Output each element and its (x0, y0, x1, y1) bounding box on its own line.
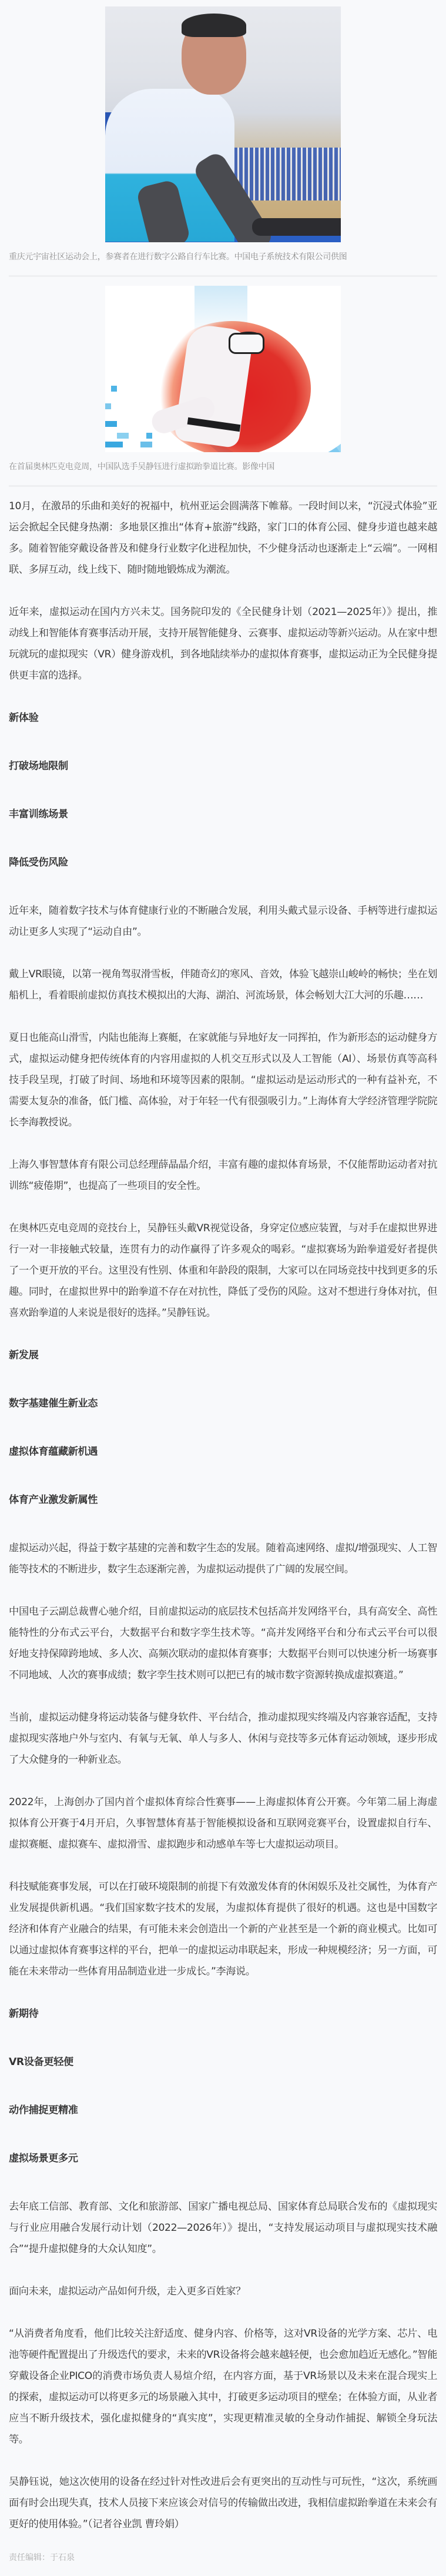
section-heading: 新体验 (9, 712, 39, 724)
photo-digital-cycling[interactable] (105, 6, 341, 242)
divider (9, 275, 437, 277)
vr-headset-icon (229, 333, 264, 354)
section-heading: 新期待 (9, 2008, 39, 2020)
paragraph: 当前，虚拟运动健身将运动装备与健身软件、平台结合，推动虚拟现实终端及内容兼容适配，支持虚拟现实落地户外与室内、有氧与无氧、单人与多人、休闲与竞技等多元体育运动领域，逐步形成了大众健身的一种新业态。 (9, 1712, 437, 1766)
paragraph: 面向未来，虚拟运动产品如何升级，走入更多百姓家？ (9, 2286, 246, 2297)
responsible-editor: 责任编辑：于石泉 (9, 2553, 75, 2562)
section-heading: VR设备更轻便 (9, 2056, 73, 2068)
article-body (9, 496, 437, 2535)
paragraph: 在奥林匹克电竞周的竞技台上，吴静钰头戴VR视觉设备，身穿定位感应装置，与对手在虚拟世界进行一对一非接触式较量，连贯有力的动作赢得了许多观众的喝彩。“虚拟赛场为跆拳道爱好者提供了一个更开放的平台。这里没有性别、体重和年龄段的限制，大家可以在同场竞技中找到更多的乐趣。同时，在虚拟世界中的跆拳道不存在对抗性，降低了受伤的风险。这对不想进行身体对抗，但喜欢跆拳道的人来说是很好的选择。”吴静钰说。 (9, 1222, 437, 1319)
figure-vr-taekwondo (9, 286, 437, 473)
paragraph: 近年来，虚拟运动在国内方兴未艾。国务院印发的《全民健身计划（2021—2025年）》提出，推动线上和智能体育赛事活动开展，支持开展智能健身、云赛事、虚拟运动等新兴运动。从在家中想玩就玩的虚拟现实（VR）健身游戏机，到各地陆续举办的虚拟体育赛事，虚拟运动正为全民健身提供更丰富的选择。 (9, 606, 437, 681)
paragraph: 虚拟运动兴起，得益于数字基建的完善和数字生态的发展。随着高速网络、虚拟/增强现实、人工智能等技术的不断进步，数字生态逐渐完善，为虚拟运动提供了广阔的发展空间。 (9, 1542, 437, 1575)
section-heading: 打破场地限制 (9, 760, 68, 772)
paragraph: 近年来，随着数字技术与体育健康行业的不断融合发展，利用头戴式显示设备、手柄等进行虚拟运动让更多人实现了“运动自由”。 (9, 905, 437, 938)
photo-vr-taekwondo[interactable] (105, 286, 341, 452)
cyclist-hair (182, 14, 246, 37)
section-heading: 数字基建催生新业态 (9, 1398, 98, 1409)
section-heading: 虚拟场景更多元 (9, 2153, 78, 2164)
section-heading: 虚拟体育蕴藏新机遇 (9, 1446, 98, 1458)
section-heading: 新发展 (9, 1349, 39, 1361)
paragraph: “从消费者角度看，他们比较关注舒适度、健身内容、价格等，这对VR设备的光学方案、芯片、电池等硬件配置提出了升级迭代的要求，未来的VR设备将会越来越轻便，也会愈加趋近无感化。”智能穿戴设备企业PICO的消费市场负责人易煊介绍，在内容方面，基于VR场景以及未来在混合现实上的探索，虚拟运动可以将更多元的场景融入其中，打破更多运动项目的壁垒；在体验方面，从业者应当不断升级技术，强化虚拟健身的“真实度”，实现更精准灵敏的全身动作捕捉、解锁全身玩法等。 (9, 2328, 437, 2445)
section-heading: 动作捕捉更精准 (9, 2104, 78, 2116)
figure-caption: 在首届奥林匹克电竞周，中国队选手吴静钰进行虚拟跆拳道比赛。影像中国 (9, 462, 275, 472)
paragraph: 夏日也能高山滑雪，内陆也能海上赛艇，在家就能与异地好友一同挥拍，作为新形态的运动健身方式，虚拟运动健身把传统体育的内容用虚拟的人机交互形式以及人工智能（AI）、场景仿真等高科技手段呈现，打破了时间、场地和环境等因素的限制。“虚拟运动是运动形式的一种有益补充，不需要太复杂的准备，低门槛、高体验，对于年轻一代有很强吸引力。”上海体育大学经济管理学院院长李海教授说。 (9, 1032, 437, 1128)
section-heading: 丰富训练场景 (9, 808, 68, 820)
section-heading: 降低受伤风险 (9, 857, 68, 868)
paragraph: 去年底工信部、教育部、文化和旅游部、国家广播电视总局、国家体育总局联合发布的《虚拟现实与行业应用融合发展行动计划（2022—2026年）》提出，“支持发展运动项目与虚拟现实技术融合”“提升虚拟健身的大众认知度”。 (9, 2201, 437, 2255)
paragraph: 中国电子云副总裁曹心驰介绍，目前虚拟运动的底层技术包括高并发网络平台，具有高安全、高性能特性的分布式云平台，大数据平台和数字孪生技术等。“高并发网络平台和分布式云平台可以很好地支持保障跨地域、多人次、高频次联动的虚拟体育赛事；大数据平台则可以快速分析一场赛事不同地域、人次的赛事成绩；数字孪生技术则可以把已有的城市数字资源转换成虚拟赛道。” (9, 1606, 437, 1681)
divider (9, 485, 437, 487)
paragraph: 吴静钰说，她这次使用的设备在经过针对性改进后会有更突出的互动性与可玩性，“这次，系统画面有时会出现失真，技术人员接下来应该会对信号的传输做出改进，我相信虚拟跆拳道在未来会有更好的使用体验。”（记者谷业凯 曹玲娟） (9, 2476, 437, 2530)
bike-handlebar (252, 218, 341, 236)
paragraph: 戴上VR眼镜，以第一视角驾驭滑雪板，伴随奇幻的寒风、音效，体验飞越崇山峻岭的畅快；坐在划船机上，看着眼前虚拟仿真技术模拟出的大海、湖泊、河流场景，体会畅划大江大河的乐趣…… (9, 968, 437, 1001)
section-heading: 体育产业激发新属性 (9, 1494, 98, 1506)
paragraph: 上海久事智慧体育有限公司总经理薛晶晶介绍，丰富有趣的虚拟体育场景，不仅能帮助运动者对抗训练“疲倦期”，也提高了一些项目的安全性。 (9, 1159, 437, 1192)
paragraph: 10月，在激昂的乐曲和美好的祝福中，杭州亚运会圆满落下帷幕。一段时间以来，“沉浸式体验”亚运会掀起全民健身热潮：多地景区推出“体育+旅游”线路，家门口的体育公园、健身步道也越来越多。随着智能穿戴设备普及和健身行业数字化进程加快，不少健身活动也逐渐走上“云端”。一网相联、多屏互动，线上线下、随时随地锻炼成为潮流。 (9, 500, 437, 576)
paragraph: 科技赋能赛事发展，可以在打破环境限制的前提下有效激发体育的休闲娱乐及社交属性，为体育产业发展提供新机遇。“我们国家数字技术的发展，为虚拟体育提供了很好的机遇。这也是中国数字经济和体育产业融合的结果，有可能未来会创造出一个新的产业甚至是一个新的商业模式。比如可以通过虚拟体育赛事这样的平台，把单一的虚拟运动串联起来，形成一种规模经济；另一方面，可能在未来带动一些体育用品制造业进一步成长。”李海说。 (9, 1881, 437, 1977)
paragraph: 2022年，上海创办了国内首个虚拟体育综合性赛事——上海虚拟体育公开赛。今年第二届上海虚拟体育公开赛于4月开启，久事智慧体育基于智能模拟设备和互联网竞赛平台，设置虚拟自行车、虚拟赛艇、虚拟赛车、虚拟滑雪、虚拟跑步和动感单车等七大虚拟运动项目。 (9, 1796, 437, 1850)
figure-cycling (9, 6, 437, 263)
figure-caption: 重庆元宇宙社区运动会上，参赛者在进行数字公路自行车比赛。中国电子系统技术有限公司供图 (9, 252, 347, 262)
